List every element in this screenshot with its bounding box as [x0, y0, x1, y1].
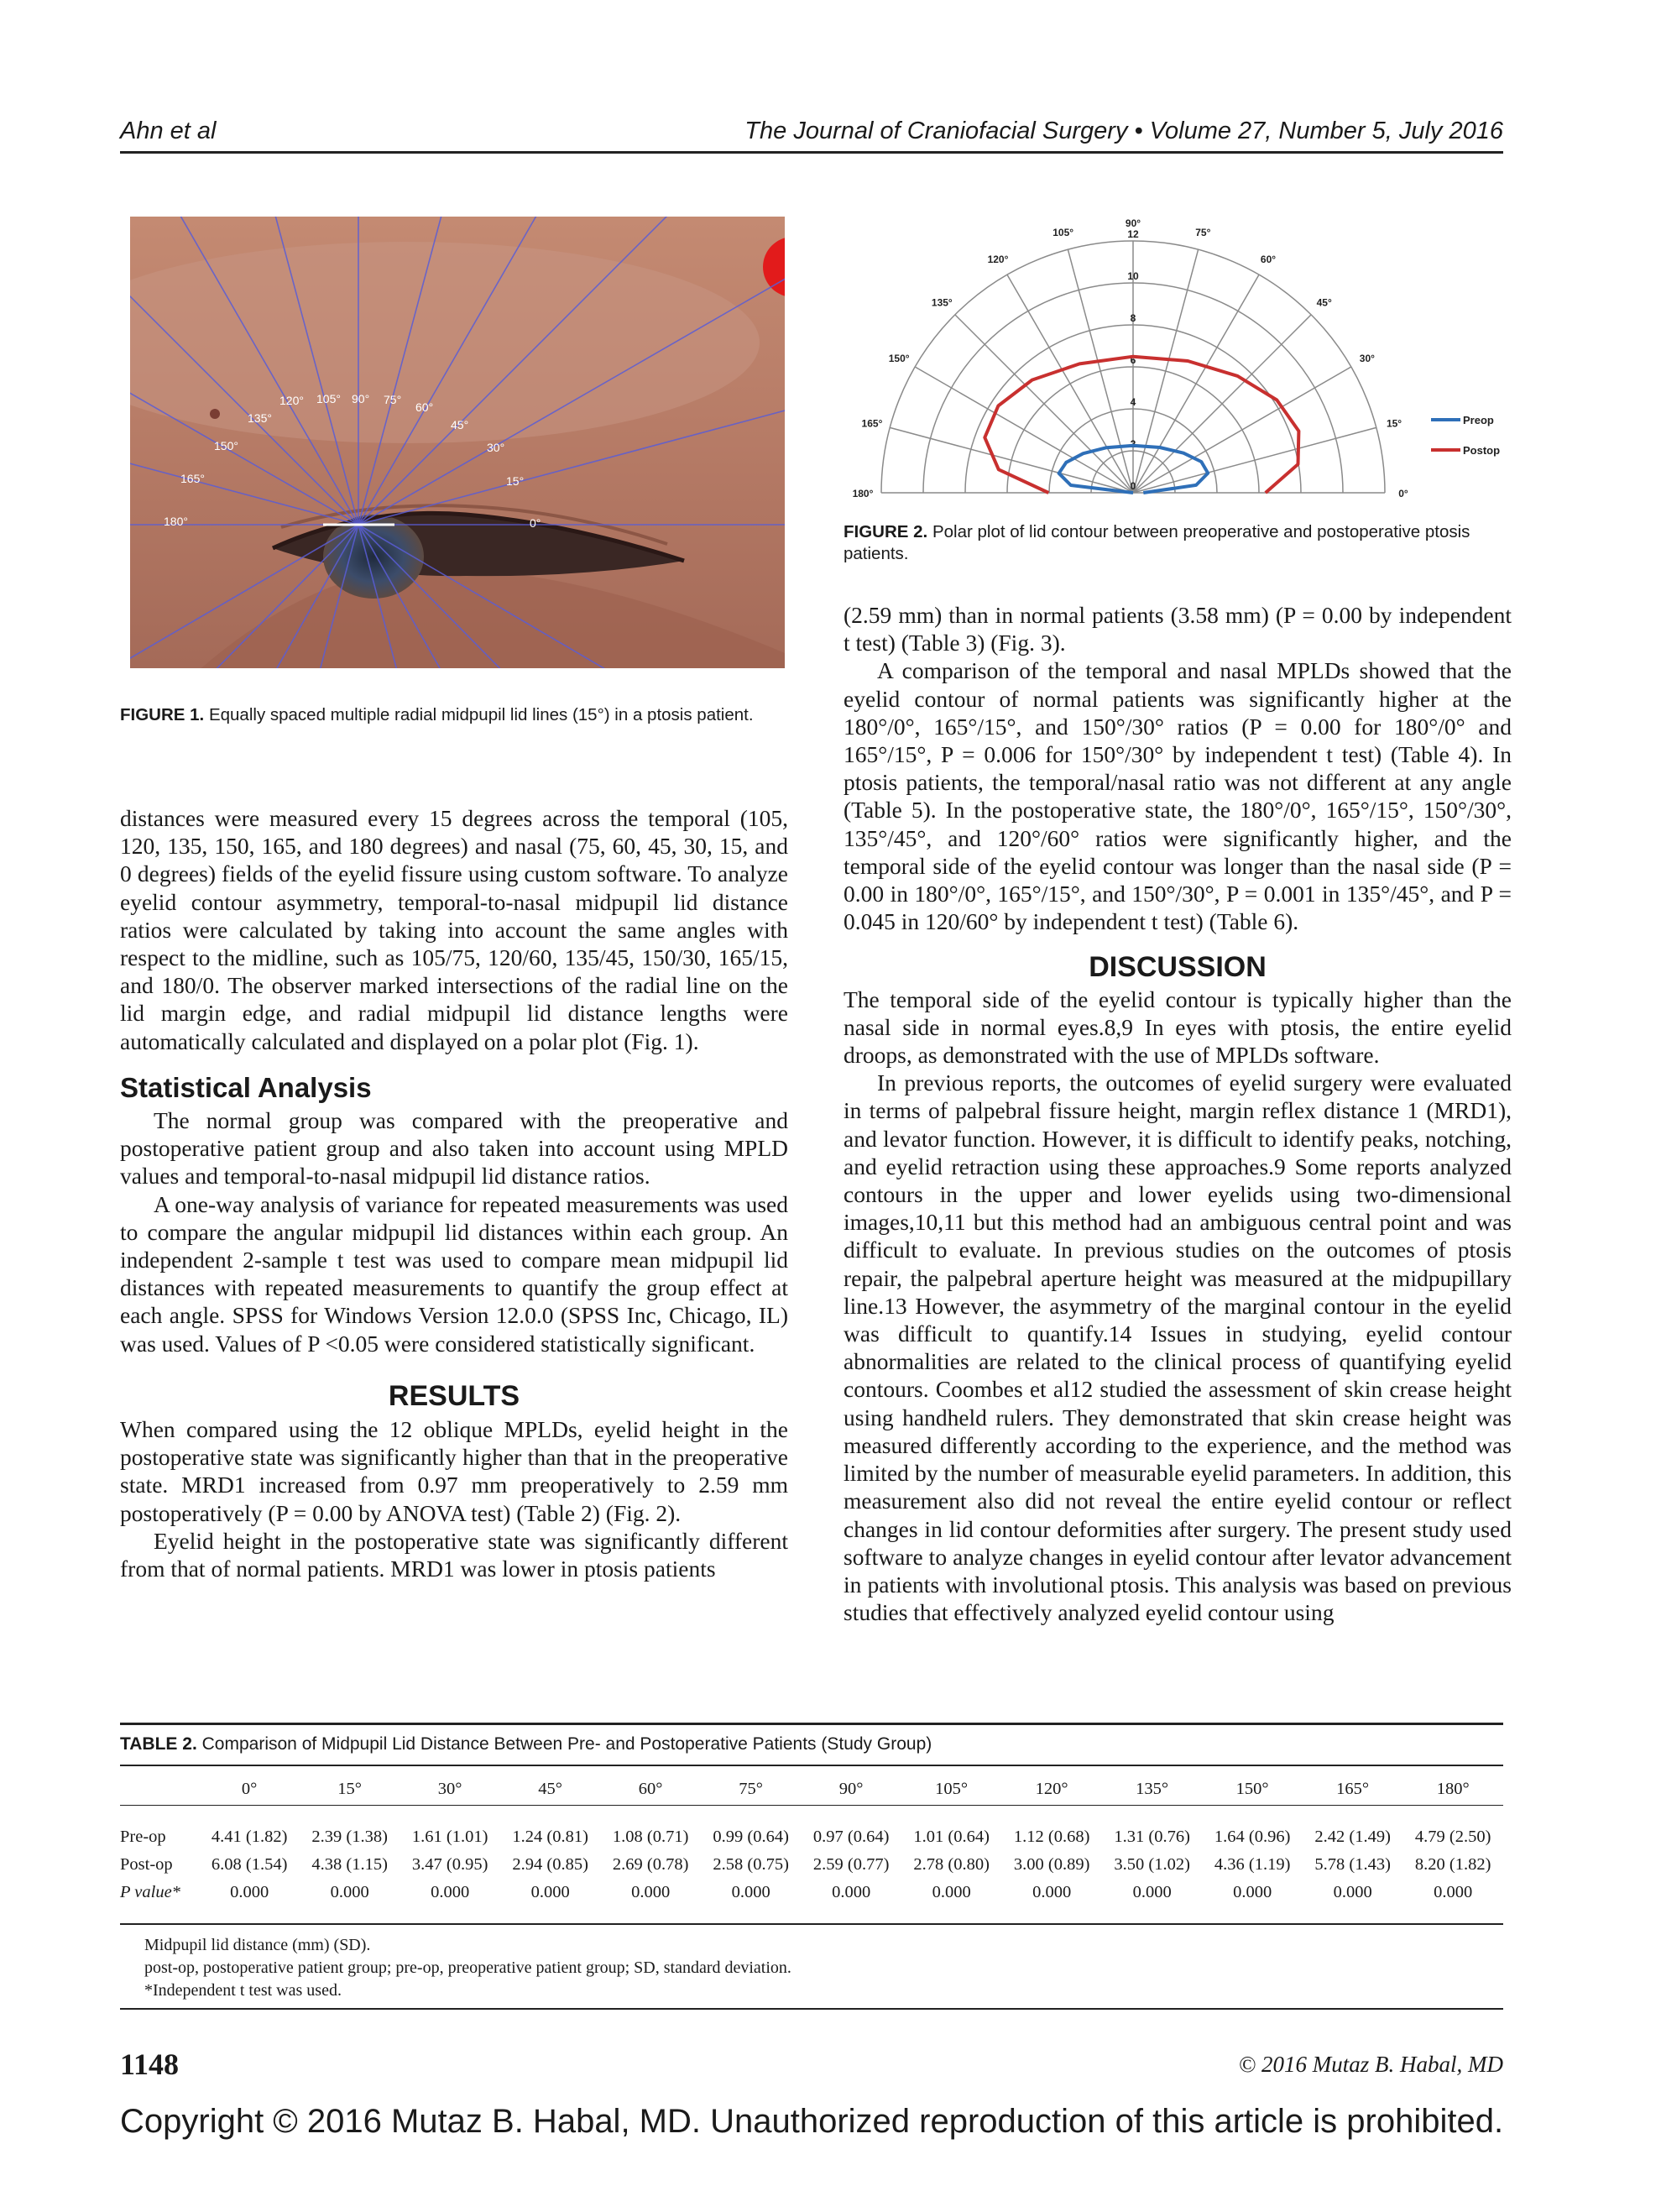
table2-row-label: P value* — [120, 1883, 180, 1901]
angle-tick-label: 120° — [987, 254, 1009, 266]
table2-cell: 2.58 (0.75) — [713, 1855, 789, 1874]
angle-tick-label: 60° — [1260, 254, 1277, 266]
table2-header-cell: 30° — [437, 1780, 462, 1799]
table2-header-cell: 150° — [1235, 1780, 1269, 1799]
table2-header-cell: 60° — [638, 1780, 663, 1799]
angle-tick-label: 15° — [1386, 417, 1402, 430]
grid-spoke — [1130, 315, 1311, 493]
table-row — [120, 1851, 1503, 1879]
table2-cell: 2.78 (0.80) — [913, 1855, 990, 1874]
legend-label: Preop — [1463, 414, 1494, 426]
radial-tick-label: 4 — [1130, 396, 1136, 408]
table2-cell: 0.99 (0.64) — [713, 1828, 789, 1846]
table2-header-cell: 90° — [838, 1780, 864, 1799]
table2-cell: 3.47 (0.95) — [411, 1855, 488, 1874]
table2 — [120, 1775, 1503, 1906]
table-row — [120, 1823, 1503, 1851]
table2-cell: 6.08 (1.54) — [211, 1855, 288, 1874]
radial-tick-label: 8 — [1130, 312, 1136, 324]
figure1-photo — [130, 217, 785, 668]
footer-copyright: © 2016 Mutaz B. Habal, MD — [1238, 2052, 1503, 2077]
table2-cell: 0.000 — [530, 1883, 570, 1901]
right-paragraph-4: In previous reports, the outcomes of eyelid surgery were evaluated in terms of palpebral fissure height, margin reflex distance 1 (MRD1), and levator function. However, it is difficult to identify peaks, notching, and eyelid retraction using these approaches.9 Some reports analyzed contours in the upper and lower eyelids using two-dimensional images,10,11 but this method had an ambiguous central point and was difficult to evaluate. In previous studies on the outcomes of ptosis repair, the palpebral aperture height was measured at the midpupillary line.13 However, the asymmetry of the marginal contour in the eyelid was difficult to quantify.14 Issues in studying, eyelid contour abnormalities are related to the clinical process of quantifying eyelid contours. Coombes et al12 studied the assessment of skin crease height using handheld rulers. They demonstrated that skin crease height was measured differently according to the experience, and the method was limited by the number of measurable eyelid parameters. In addition, this measurement also did not reveal the entire eyelid contour or reflect changes in lid contour deformities after surgery. The present study used software to analyze changes in eyelid contour after levator advancement in patients with involutional ptosis. This analysis was based on previous studies that effectively analyzed eyelid contour using — [844, 1069, 1512, 1626]
running-authors: Ahn et al — [120, 118, 217, 144]
table2-cell: 4.79 (2.50) — [1414, 1828, 1491, 1846]
table2-cell: 0.000 — [731, 1883, 770, 1901]
table2-cell: 0.000 — [1434, 1883, 1473, 1901]
table2-cell: 0.000 — [230, 1883, 269, 1901]
table2-note: post-op, postoperative patient group; pre-op, preoperative patient group; SD, standard deviation. — [144, 1958, 791, 1977]
table2-cell: 2.59 (0.77) — [812, 1855, 890, 1874]
table2-header-cell: 120° — [1035, 1780, 1068, 1799]
left-column — [120, 804, 788, 1582]
table2-title — [120, 1734, 932, 1755]
photo-label-60: 60° — [415, 400, 434, 414]
eye-photo-svg — [130, 217, 785, 668]
table2-cell: 0.000 — [1132, 1883, 1172, 1901]
table2-cell: 0.000 — [431, 1883, 470, 1901]
table-row — [120, 1879, 1503, 1906]
table2-cell: 0.000 — [932, 1883, 971, 1901]
radial-tick-label: 0 — [1130, 480, 1136, 492]
running-journal: The Journal of Craniofacial Surgery • Volume 27, Number 5, July 2016 — [744, 118, 1503, 144]
table2-cell: 4.41 (1.82) — [211, 1828, 288, 1846]
table2-cell: 0.000 — [631, 1883, 671, 1901]
table2-header-cell: 15° — [337, 1780, 362, 1799]
table2-cell: 0.000 — [1032, 1883, 1072, 1901]
table2-note: *Independent t test was used. — [144, 1981, 342, 2000]
right-paragraph-1: (2.59 mm) than in normal patients (3.58 mm) (P = 0.00 by independent t test) (Table 3) (Fig. 3). — [844, 602, 1512, 656]
photo-label-0: 0° — [530, 516, 541, 530]
right-column — [844, 601, 1512, 1626]
figure2-chart — [852, 212, 1515, 505]
photo-label-135: 135° — [248, 411, 272, 425]
figure2-caption — [844, 521, 1515, 565]
grid-spoke — [1130, 367, 1351, 493]
table2-cell: 2.94 (0.85) — [512, 1855, 588, 1874]
table2-cell: 2.39 (1.38) — [311, 1828, 388, 1846]
photo-label-45: 45° — [451, 418, 469, 431]
angle-tick-label: 30° — [1359, 353, 1375, 364]
table2-title-label: TABLE 2. — [120, 1734, 197, 1754]
table2-top-rule — [120, 1723, 1503, 1725]
table2-cell: 0.000 — [330, 1883, 369, 1901]
photo-label-165: 165° — [180, 472, 205, 485]
copyright-banner: Copyright © 2016 Mutaz B. Habal, MD. Unauthorized reproduction of this article is prohibited. — [120, 2103, 1504, 2140]
table2-title-rule — [120, 1765, 1503, 1766]
table2-header-cell: 180° — [1436, 1780, 1470, 1799]
left-paragraph-4: When compared using the 12 oblique MPLDs, eyelid height in the postoperative state was significantly higher than that in the preoperative state. MRD1 increased from 0.97 mm preoperatively to 2.59 mm postoperatively (P = 0.00 by ANOVA test) (Table 2) (Fig. 2). — [120, 1416, 788, 1526]
angle-tick-label: 45° — [1316, 296, 1332, 309]
table2-row-label: Post-op — [120, 1855, 173, 1874]
photo-label-105: 105° — [316, 392, 341, 405]
photo-label-75: 75° — [384, 393, 402, 406]
table2-cell: 5.78 (1.43) — [1314, 1855, 1391, 1874]
table2-note: Midpupil lid distance (mm) (SD). — [144, 1936, 371, 1954]
right-paragraph-3: The temporal side of the eyelid contour is typically higher than the nasal side in normal eyes.8,9 In eyes with ptosis, the entire eyelid droops, as demonstrated with the use of MPLDs software. — [844, 986, 1512, 1069]
heading-discussion: DISCUSSION — [1089, 951, 1267, 984]
left-paragraph-5: Eyelid height in the postoperative state was significantly different from that of normal patients. MRD1 was lower in ptosis patients — [120, 1527, 788, 1582]
figure1-caption-label: FIGURE 1. — [120, 705, 205, 724]
table2-header-cell — [120, 1775, 199, 1805]
angle-tick-label: 75° — [1195, 226, 1211, 238]
table2-cell: 0.000 — [832, 1883, 871, 1901]
photo-label-120: 120° — [279, 394, 304, 407]
table2-bottom-rule — [120, 1923, 1503, 1925]
heading-results: RESULTS — [388, 1379, 520, 1412]
table2-title-text: Comparison of Midpupil Lid Distance Between Pre- and Postoperative Patients (Study Group) — [201, 1734, 932, 1754]
table2-header-cell: 75° — [739, 1780, 763, 1799]
angle-tick-label: 150° — [888, 353, 910, 364]
radial-tick-label: 6 — [1130, 354, 1136, 366]
legend-label: Postop — [1463, 444, 1501, 457]
polar-plot-svg — [852, 212, 1515, 505]
table2-cell: 4.36 (1.19) — [1214, 1855, 1291, 1874]
table2-cell: 1.31 (0.76) — [1114, 1828, 1190, 1846]
table2-notes — [144, 1934, 1487, 2002]
figure2-caption-text: Polar plot of lid contour between preoperative and postoperative ptosis patients. — [844, 522, 1470, 563]
table2-cell: 1.08 (0.71) — [612, 1828, 689, 1846]
angle-tick-label: 90° — [1125, 217, 1141, 229]
photo-label-90: 90° — [352, 392, 370, 405]
angle-tick-label: 0° — [1398, 488, 1408, 499]
radial-tick-label: 10 — [1127, 270, 1139, 282]
photo-label-150: 150° — [214, 439, 238, 452]
angle-tick-label: 165° — [861, 417, 883, 430]
table2-cell: 1.01 (0.64) — [913, 1828, 990, 1846]
left-paragraph-2: The normal group was compared with the preoperative and postoperative patient group and also taken into account using MPLD values and temporal-to-nasal midpupil lid distance ratios. — [120, 1107, 788, 1190]
table2-cell: 1.24 (0.81) — [512, 1828, 588, 1846]
table2-cell: 1.12 (0.68) — [1013, 1828, 1090, 1846]
photo-label-180: 180° — [164, 515, 188, 528]
table2-header-cell: 165° — [1336, 1780, 1370, 1799]
angle-tick-label: 135° — [931, 296, 953, 309]
table2-header-cell: 0° — [241, 1780, 258, 1799]
table2-cell: 3.50 (1.02) — [1114, 1855, 1190, 1874]
table2-cell: 4.38 (1.15) — [311, 1855, 388, 1874]
photo-label-15: 15° — [506, 474, 525, 488]
table2-cell: 1.64 (0.96) — [1214, 1828, 1291, 1846]
table2-header-cell: 45° — [538, 1780, 562, 1799]
figure2-caption-label: FIGURE 2. — [844, 522, 928, 541]
table2-cell: 0.000 — [1333, 1883, 1372, 1901]
table2-cell: 1.61 (1.01) — [411, 1828, 488, 1846]
right-paragraph-2: A comparison of the temporal and nasal MPLDs showed that the eyelid contour of normal patients was significantly higher at the 180°/0°, 165°/15°, and 150°/30° ratios (P = 0.00 for 180°/0° and 165°/15°, P = 0.006 for 150°/30° by independent t test) (Table 4). In ptosis patients, the temporal/nasal ratio was not different at any angle (Table 5). In the postoperative state, the 180°/0°, 165°/15°, 150°/30°, 135°/45°, and 120°/60° ratios were significantly higher, and the temporal side of the eyelid contour was longer than the nasal side (P = 0.00 in 180°/0°, 165°/15°, and 150°/30°, P = 0.001 in 135°/45°, and P = 0.045 in 120/60° by independent t test) (Table 6). — [844, 657, 1512, 935]
table2-header-cell: 105° — [935, 1780, 969, 1799]
angle-tick-label: 105° — [1052, 226, 1074, 238]
header-rule — [120, 151, 1503, 154]
table2-cell: 3.00 (0.89) — [1013, 1855, 1090, 1874]
table2-notes-rule — [120, 2008, 1503, 2010]
table2-cell: 0.97 (0.64) — [812, 1828, 890, 1846]
left-paragraph-1: distances were measured every 15 degrees across the temporal (105, 120, 135, 150, 165, and 180 degrees) and nasal (75, 60, 45, 30, 15, and 0 degrees) fields of the eyelid fissure using custom software. To analyze eyelid contour asymmetry, temporal-to-nasal midpupil lid distance ratios were calculated by taking into account the same angles with respect to the midline, such as 105/75, 120/60, 135/45, 150/30, 165/15, and 180/0. The observer marked intersections of the radial line on the lid margin edge, and radial midpupil lid distance lengths were automatically calculated and displayed on a polar plot (Fig. 1). — [120, 805, 788, 1054]
table2-row-label: Pre-op — [120, 1828, 166, 1846]
table2-cell: 8.20 (1.82) — [1414, 1855, 1491, 1874]
grid-spoke — [955, 315, 1133, 493]
table2-header-row — [120, 1775, 1503, 1805]
table2-cell: 2.42 (1.49) — [1314, 1828, 1391, 1846]
figure1-caption — [120, 704, 787, 726]
radial-tick-label: 12 — [1127, 228, 1139, 240]
heading-statistical-analysis: Statistical Analysis — [120, 1071, 372, 1103]
left-paragraph-3: A one-way analysis of variance for repeated measurements was used to compare the angular midpupil lid distances within each group. An independent 2-sample t test was used to compare mean midpupil lid distances with repeated measurements to quantify the group effect at each angle. SPSS for Windows Version 12.0.0 (SPSS Inc, Chicago, IL) was used. Values of P <0.05 were considered statistically significant. — [120, 1190, 788, 1357]
table2-cell: 0.000 — [1233, 1883, 1272, 1901]
table2-cell: 2.69 (0.78) — [612, 1855, 689, 1874]
figure1-caption-text: Equally spaced multiple radial midpupil lid lines (15°) in a ptosis patient. — [208, 705, 754, 724]
page-number: 1148 — [120, 2047, 180, 2081]
photo-label-30: 30° — [487, 441, 505, 454]
angle-tick-label: 180° — [852, 488, 874, 499]
radial-tick-label: 2 — [1130, 438, 1136, 450]
table2-header-cell: 135° — [1136, 1780, 1169, 1799]
